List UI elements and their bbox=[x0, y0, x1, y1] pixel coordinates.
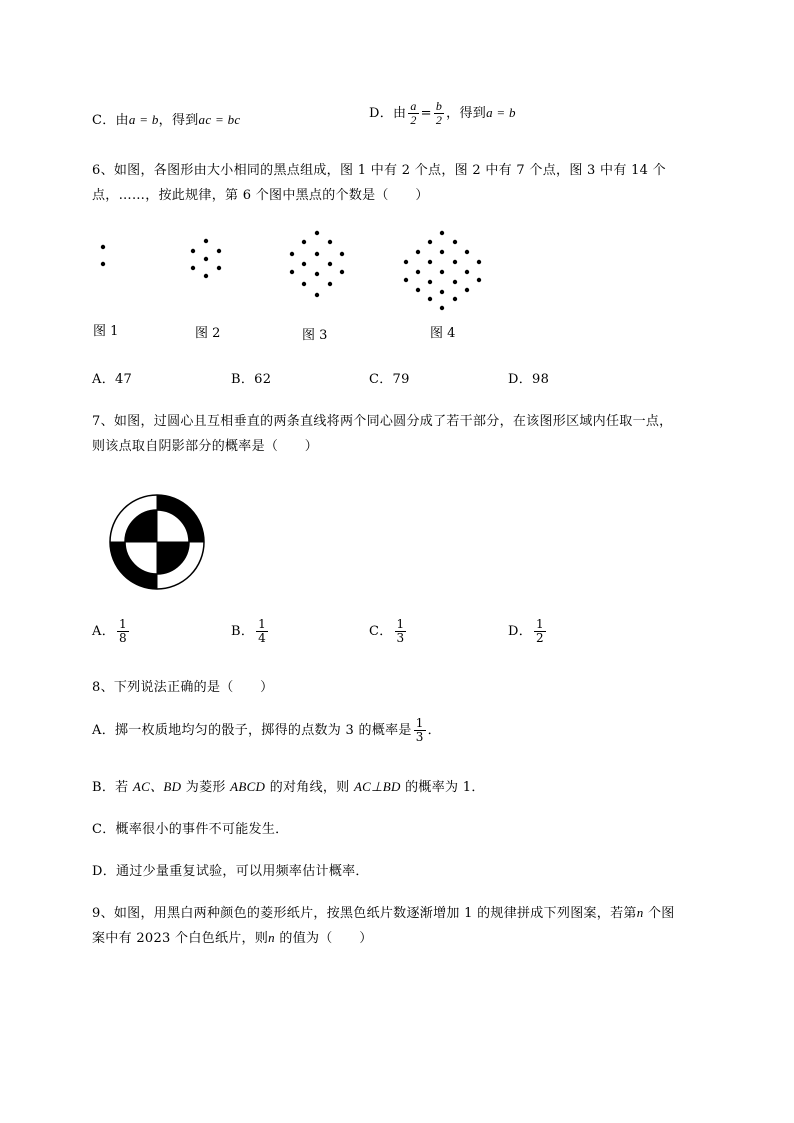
fig-label-4: 图 4 bbox=[430, 326, 456, 341]
q8-stem: 8、下列说法正确的是（ ） bbox=[92, 680, 274, 695]
dot-figure-4 bbox=[404, 231, 481, 310]
q7-option-c[interactable]: C． $\frac{1}{3}$ bbox=[369, 617, 405, 645]
q9-stem-line2: 案中有 2023 个白色纸片，则n 的值为（ ） bbox=[92, 930, 373, 946]
q7-option-d[interactable]: D． $\frac{1}{2}$ bbox=[508, 617, 544, 645]
q6-stem-line1: 6、如图，各图形由大小相同的黑点组成，图 1 中有 2 个点，图 2 中有 7 个点，图 3 中有 14 个 bbox=[92, 163, 666, 178]
dot-figure-3 bbox=[290, 231, 344, 297]
q7-option-b[interactable]: B． $\frac{1}{4}$ bbox=[231, 617, 267, 645]
q5-d-result: a = b bbox=[486, 105, 516, 120]
q6-option-b[interactable]: B．62 bbox=[231, 372, 272, 387]
q7-d-fraction: $\frac{1}{2}$ bbox=[536, 617, 544, 645]
q5-c-prefix: C．由 bbox=[92, 113, 129, 128]
q5-d-fraction-a: $\frac{a}{2}$ bbox=[410, 99, 417, 127]
fig-label-2: 图 2 bbox=[195, 326, 221, 341]
q7-stem-line2: 则该点取自阴影部分的概率是（ ） bbox=[92, 439, 319, 454]
q5-d-prefix: D．由 bbox=[369, 106, 407, 121]
q6-dot-figures bbox=[80, 222, 500, 322]
q5-option-d[interactable] bbox=[369, 100, 516, 127]
q5-d-mid: ，得到 bbox=[446, 106, 487, 121]
q8-option-a[interactable]: A．掷一枚质地均匀的骰子，掷得的点数为 3 的概率是 $\frac{1}{3}$ ． bbox=[92, 716, 441, 744]
q6-option-a[interactable]: A．47 bbox=[92, 372, 133, 387]
q8-option-d[interactable]: D．通过少量重复试验，可以用频率估计概率． bbox=[92, 864, 369, 879]
q5-c-condition: a = b bbox=[128, 112, 159, 127]
q8-option-c[interactable]: C．概率很小的事件不可能发生． bbox=[92, 822, 289, 837]
q8-a-fraction: $\frac{1}{3}$ bbox=[415, 716, 424, 744]
q5-d-equals: = bbox=[420, 106, 432, 121]
q5-option-c[interactable] bbox=[92, 109, 240, 128]
q7-a-fraction: $\frac{1}{8}$ bbox=[119, 617, 127, 645]
q7-b-fraction: $\frac{1}{4}$ bbox=[258, 617, 267, 645]
fig-label-1: 图 1 bbox=[93, 324, 119, 339]
q6-option-d[interactable]: D．98 bbox=[508, 372, 550, 387]
dot-figure-1 bbox=[101, 245, 105, 266]
q6-stem-line2: 点，……，按此规律，第 6 个图中黑点的个数是（ ） bbox=[92, 188, 429, 203]
concentric-circles-figure bbox=[108, 493, 206, 591]
q9-stem-line1: 9、如图，用黑白两种颜色的菱形纸片，按黑色纸片数逐渐增加 1 的规律拼成下列图案，若第n 个图 bbox=[92, 905, 675, 921]
q7-option-a[interactable]: A． $\frac{1}{8}$ bbox=[92, 617, 127, 645]
dot-figure-2 bbox=[191, 239, 221, 278]
fig-label-3: 图 3 bbox=[302, 328, 328, 343]
q6-option-c[interactable]: C．79 bbox=[369, 372, 410, 387]
q7-stem-line1: 7、如图，过圆心且互相垂直的两条直线将两个同心圆分成了若干部分，在该图形区域内任取一点， bbox=[92, 414, 673, 429]
q5-c-result: ac = bc bbox=[198, 112, 241, 127]
q8-option-b[interactable]: B．若 AC、BD 为菱形 ABCD 的对角线，则 AC⊥BD 的概率为 1． bbox=[92, 779, 485, 795]
q5-c-mid: ，得到 bbox=[158, 113, 199, 128]
q7-c-fraction: $\frac{1}{3}$ bbox=[396, 617, 405, 645]
q5-d-fraction-b: $\frac{b}{2}$ bbox=[435, 99, 443, 127]
